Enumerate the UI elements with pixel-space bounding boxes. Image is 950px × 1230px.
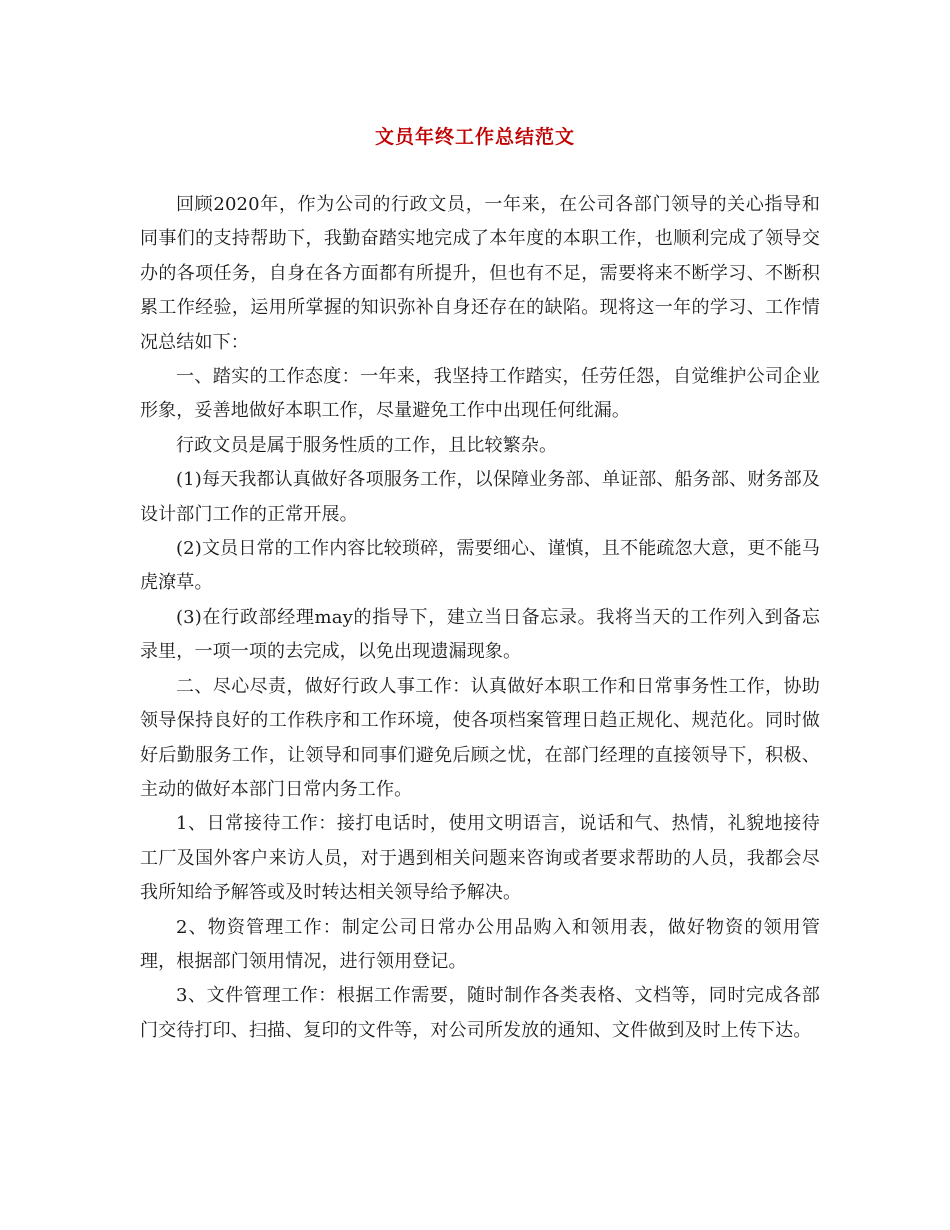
paragraph-attitude: 一、踏实的工作态度：一年来，我坚持工作踏实，任劳任怨，自觉维护公司企业形象，妥善地做好本职工作，尽量避免工作中出现任何纰漏。 xyxy=(140,366,820,422)
paragraph-item-2: (2)文员日常的工作内容比较琐碎，需要细心、谨慎，且不能疏忽大意，更不能马虎潦草。 xyxy=(140,538,820,594)
paragraph-supplies: 2、物资管理工作：制定公司日常办公用品购入和领用表，做好物资的领用管理，根据部门领用情况，进行领用登记。 xyxy=(140,916,820,972)
paragraph-intro: 回顾2020年，作为公司的行政文员，一年来，在公司各部门领导的关心指导和同事们的支持帮助下，我勤奋踏实地完成了本年度的本职工作，也顺利完成了领导交办的各项任务，自身在各方面都有所提升，但也有不足，需要将来不断学习、不断积累工作经验，运用所掌握的知识弥补自身还存在的缺陷。现将这一年的学习、工作情况总结如下： xyxy=(140,194,820,353)
document-title: 文员年终工作总结范文 xyxy=(374,126,575,148)
paragraph-item-3: (3)在行政部经理may的指导下，建立当日备忘录。我将当天的工作列入到备忘录里，一项一项的去完成，以免出现遗漏现象。 xyxy=(140,606,820,663)
paragraph-service-nature: 行政文员是属于服务性质的工作，且比较繁杂。 xyxy=(176,434,558,456)
paragraph-item-1: (1)每天我都认真做好各项服务工作，以保障业务部、单证部、船务部、财务部及设计部门工作的正常开展。 xyxy=(140,469,820,525)
document-body xyxy=(140,188,820,1048)
paragraph-admin-hr: 二、尽心尽责，做好行政人事工作：认真做好本职工作和日常事务性工作，协助领导保持良好的工作秩序和工作环境，使各项档案管理日趋正规化、规范化。同时做好后勤服务工作，让领导和同事们避免后顾之忧，在部门经理的直接领导下，积极、主动的做好本部门日常内务工作。 xyxy=(140,675,820,800)
paragraph-documents: 3、文件管理工作：根据工作需要，随时制作各类表格、文档等，同时完成各部门交待打印、扫描、复印的文件等，对公司所发放的通知、文件做到及时上传下达。 xyxy=(140,985,820,1041)
paragraph-reception: 1、日常接待工作：接打电话时，使用文明语言，说话和气、热情，礼貌地接待工厂及国外客户来访人员，对于遇到相关问题来咨询或者要求帮助的人员，我都会尽我所知给予解答或及时转达相关领导给予解决。 xyxy=(140,813,820,904)
